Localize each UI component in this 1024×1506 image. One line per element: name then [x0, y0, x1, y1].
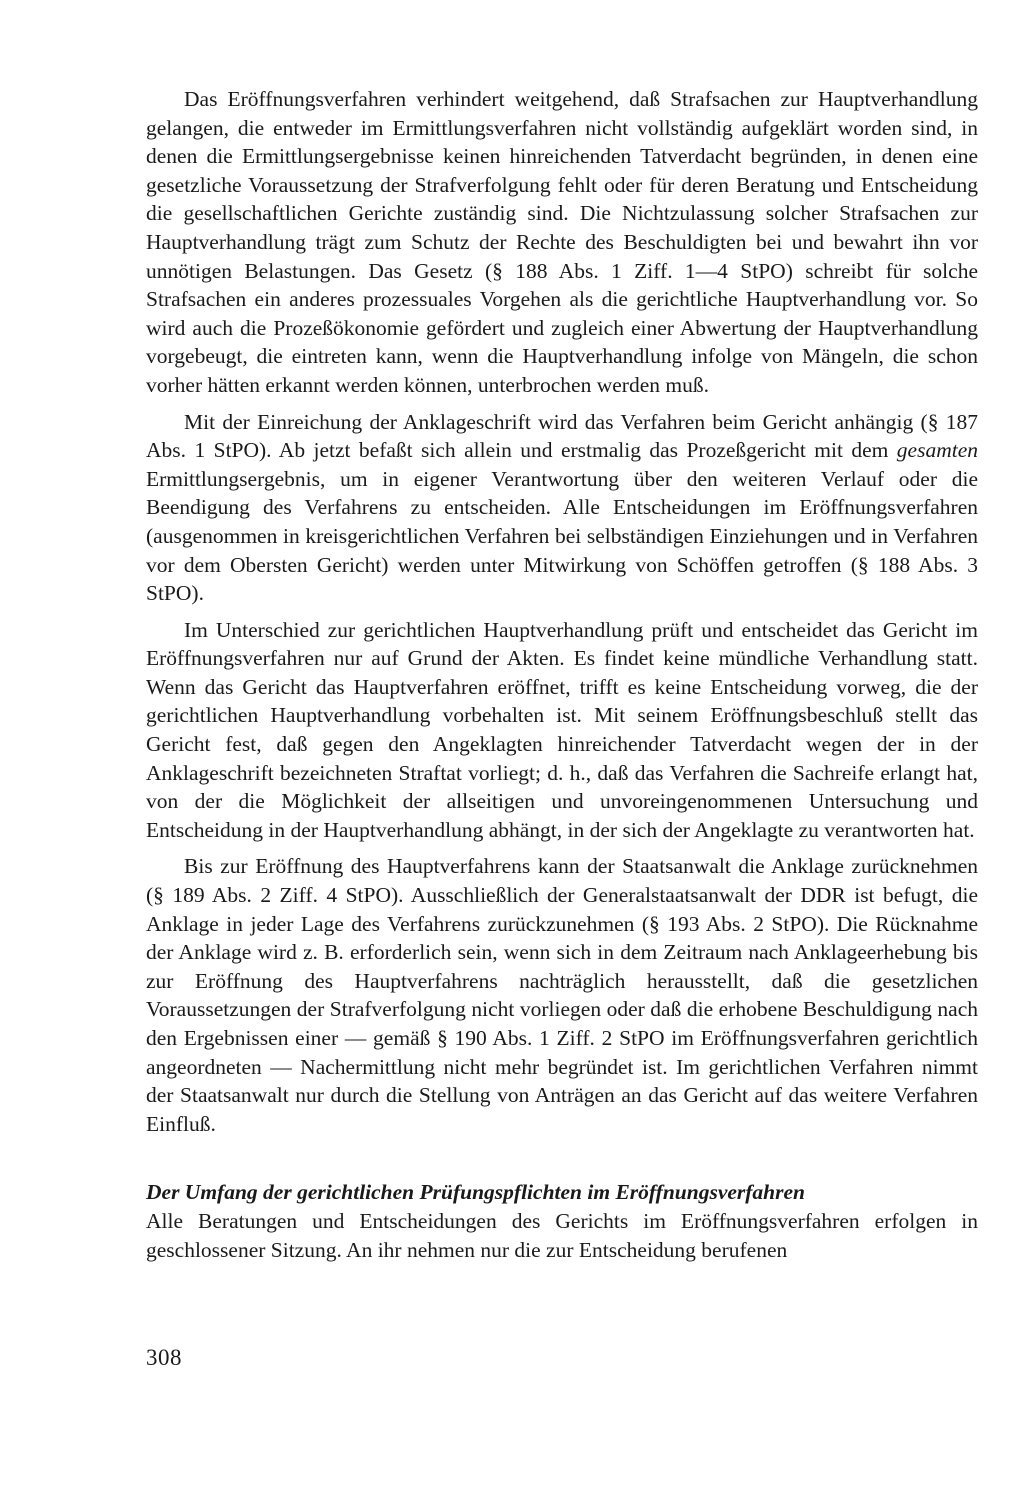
paragraph-1: Das Eröffnungsverfahren verhindert weitgehend, daß Strafsachen zur Hauptverhandlung gelangen, die entweder im Ermittlungsverfahren nicht vollständig aufgeklärt worden sind, in denen die Ermittlungsergebnisse keinen hinreichenden Tatverdacht begründen, in denen eine gesetzliche Voraussetzung der Strafverfolgung fehlt oder für deren Beratung und Entscheidung die gesellschaftlichen Gerichte zuständig sind. Die Nichtzulassung solcher Strafsachen zur Hauptverhandlung trägt zum Schutz der Rechte des Beschuldigten bei und bewahrt ihn vor unnötigen Belastungen. Das Gesetz (§ 188 Abs. 1 Ziff. 1—4 StPO) schreibt für solche Strafsachen ein anderes prozessuales Vorgehen als die gerichtliche Hauptverhandlung vor. So wird auch die Prozeßökonomie gefördert und zugleich einer Abwertung der Hauptverhandlung vorgebeugt, die eintreten kann, wenn die Hauptverhandlung infolge von Mängeln, die schon vorher hätten erkannt werden können, unterbrochen werden muß.	[146, 87, 978, 397]
paragraph-2-text-before: Mit der Einreichung der Anklageschrift wird das Verfahren beim Gericht anhängig (§ 187 Abs. 1 StPO). Ab jetzt befaßt sich allein und erstmalig das Prozeßgericht mit dem	[146, 409, 978, 463]
paragraph-2	[146, 408, 978, 608]
section-heading: Der Umfang der gerichtlichen Prüfungspflichten im Eröffnungsverfahren	[146, 1180, 806, 1205]
paragraph-4: Bis zur Eröffnung des Hauptverfahrens kann der Staatsanwalt die Anklage zurücknehmen (§ 189 Abs. 2 Ziff. 4 StPO). Ausschließlich der Generalstaatsanwalt der DDR ist befugt, die Anklage in jeder Lage des Verfahrens zurückzunehmen (§ 193 Abs. 2 StPO). Die Rücknahme der Anklage wird z. B. erforderlich sein, wenn sich in dem Zeitraum nach Anklageerhebung bis zur Eröffnung des Hauptverfahrens nachträglich herausstellt, daß die gesetzlichen Voraussetzungen der Strafverfolgung nicht vorliegen oder daß die erhobene Beschuldigung nach den Ergebnissen einer — gemäß § 190 Abs. 1 Ziff. 2 StPO im Eröffnungsverfahren gerichtlich angeordneten — Nachermittlung nicht mehr begründet ist. Im gerichtlichen Verfahren nimmt der Staatsanwalt nur durch die Stellung von Anträgen an das Gericht auf das weitere Verfahren Einfluß.	[146, 854, 978, 1136]
page-number: 308	[146, 1345, 182, 1370]
body-text	[146, 85, 978, 1264]
paragraph-3: Im Unterschied zur gerichtlichen Hauptverhandlung prüft und entscheidet das Gericht im Eröffnungsverfahren nur auf Grund der Akten. Es findet keine mündliche Verhandlung statt. Wenn das Gericht das Hauptverfahren eröffnet, trifft es keine Entscheidung vorweg, die der gerichtlichen Hauptverhandlung vorbehalten ist. Mit seinem Eröffnungsbeschluß stellt das Gericht fest, daß gegen den Angeklagten hinreichender Tatverdacht wegen der in der Anklageschrift bezeichneten Straftat vorliegt; d. h., daß das Verfahren die Sachreife erlangt hat, von der die Möglichkeit der allseitigen und unvoreingenommenen Untersuchung und Entscheidung in der Hauptverhandlung abhängt, in der sich der Angeklagte zu verantworten hat.	[146, 617, 978, 842]
paragraph-2-emphasis: gesamten	[896, 438, 978, 463]
section-paragraph: Alle Beratungen und Entscheidungen des Gerichts im Eröffnungsverfahren erfolgen in geschlossener Sitzung. An ihr nehmen nur die zur Entscheidung berufenen	[146, 1208, 978, 1262]
paragraph-2-text-after: Ermittlungsergebnis, um in eigener Verantwortung über den weiteren Verlauf oder die Beendigung des Verfahrens zu entscheiden. Alle Entscheidungen im Eröffnungsverfahren (ausgenommen in kreisgerichtlichen Verfahren bei selbständigen Einziehungen und in Verfahren vor dem Obersten Gericht) werden unter Mitwirkung von Schöffen getroffen (§ 188 Abs. 3 StPO).	[146, 466, 978, 606]
